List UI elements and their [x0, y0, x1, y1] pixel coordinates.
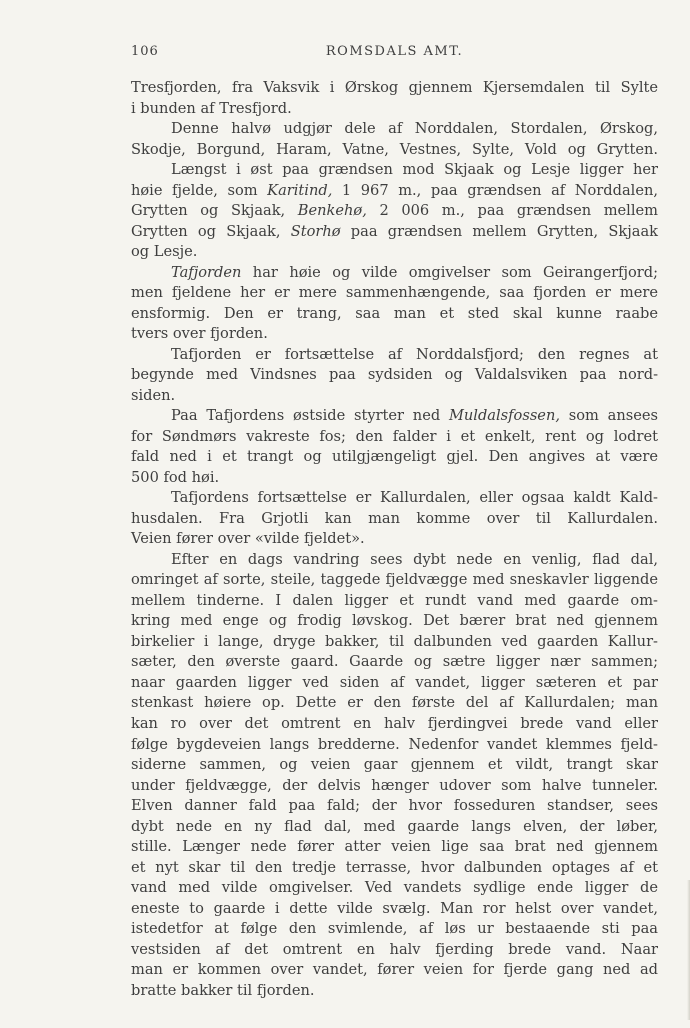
- text-segment: Grytten og Skjaak,: [131, 202, 298, 220]
- text-segment: tvers over fjorden.: [131, 325, 268, 343]
- text-line: [131, 447, 658, 468]
- text-segment: Veien fører over «vilde fjeldet».: [131, 530, 365, 548]
- text-line: [131, 735, 658, 756]
- text-segment: eneste to gaarde i dette vilde svælg. Man ror helst over vandet,: [131, 899, 658, 917]
- text-segment: sæter, den øverste gaard. Gaarde og sætre ligger nær sammen;: [131, 653, 658, 671]
- text-segment: under fjeldvægge, der delvis hænger udover som halve tunneler.: [131, 776, 658, 794]
- text-segment: stille. Længer nede fører atter veien lige saa brat ned gjennem: [131, 838, 658, 856]
- text-segment: et nyt skar til den tredje terrasse, hvor dalbunden optages af et: [131, 858, 658, 876]
- text-line: [131, 550, 658, 571]
- text-line: [131, 406, 658, 427]
- text-segment: Tafjorden er fortsættelse af Norddalsfjord; den regnes at: [171, 345, 658, 363]
- text-line: [131, 981, 658, 1002]
- text-line: [131, 529, 658, 550]
- text-segment: siderne sammen, og veien gaar gjennem et vildt, trangt skar: [131, 756, 658, 774]
- text-line: [131, 570, 658, 591]
- text-line: [131, 858, 658, 879]
- text-line: [131, 181, 658, 202]
- text-segment: ensformig. Den er trang, saa man et sted skal kunne raabe: [131, 304, 658, 322]
- text-segment: 1 967 m., paa grændsen af Norddalen,: [332, 181, 658, 199]
- text-segment: omringet af sorte, steile, taggede fjeldvægge med sneskavler liggende: [131, 571, 658, 589]
- text-segment: husdalen. Fra Grjotli kan man komme over til Kallurdalen.: [131, 509, 658, 527]
- text-segment: Tresfjorden, fra Vaksvik i Ørskog gjennem Kjersemdalen til Sylte: [131, 79, 658, 96]
- text-line: [131, 324, 658, 345]
- text-segment: istedetfor at følge den svimlende, af løs ur bestaaende sti paa: [131, 920, 658, 938]
- text-segment: har høie og vilde omgivelser som Geirangerfjord;: [241, 263, 658, 281]
- text-segment: Elven danner fald paa fald; der hvor fosseduren standser, sees: [131, 797, 658, 815]
- text-segment: man er kommen over vandet, fører veien for fjerde gang ned ad: [131, 961, 658, 979]
- text-segment: vestsiden af det omtrent en halv fjerding brede vand. Naar: [131, 940, 658, 958]
- text-line: [131, 796, 658, 817]
- text-segment: stenkast høiere op. Dette er den første del af Kallurdalen; man: [131, 694, 658, 712]
- text-line: [131, 201, 658, 222]
- text-line: [131, 776, 658, 797]
- text-segment: Efter en dags vandring sees dybt nede en venlig, flad dal,: [171, 550, 658, 568]
- text-segment: for Søndmørs vakreste fos; den falder i et enkelt, rent og lodret: [131, 427, 658, 445]
- text-segment: Grytten og Skjaak,: [131, 222, 291, 240]
- page-number: 106: [131, 44, 159, 59]
- text-line: [131, 755, 658, 776]
- text-line: [131, 714, 658, 735]
- text-segment: kan ro over det omtrent en halv fjerdingvei brede vand eller: [131, 714, 658, 732]
- body-text: [131, 78, 658, 1001]
- text-line: [131, 919, 658, 940]
- italic-place-name: Storhø: [290, 222, 341, 240]
- text-segment: i bunden af Tresfjord.: [131, 99, 292, 117]
- text-line: [131, 960, 658, 981]
- text-line: [131, 427, 658, 448]
- italic-place-name: Benkehø,: [297, 202, 367, 220]
- text-segment: kring med enge og frodig løvskog. Det bærer brat ned gjennem: [131, 612, 658, 630]
- text-line: [131, 940, 658, 961]
- text-segment: siden.: [131, 386, 176, 404]
- text-segment: høie fjelde, som: [131, 181, 268, 199]
- text-line: [131, 222, 658, 243]
- text-line: [131, 509, 658, 530]
- text-segment: Paa Tafjordens østside styrter ned: [171, 407, 449, 425]
- text-segment: mellem tinderne. I dalen ligger et rundt vand med gaarde om-: [131, 591, 658, 609]
- italic-place-name: Karitind,: [267, 181, 333, 199]
- text-segment: som ansees: [560, 407, 658, 425]
- text-segment: paa grændsen mellem Grytten, Skjaak: [340, 222, 658, 240]
- text-line: [131, 652, 658, 673]
- text-segment: Længst i øst paa grændsen mod Skjaak og Lesje ligger her: [171, 161, 658, 179]
- text-segment: Tafjordens fortsættelse er Kallurdalen, eller ogsaa kaldt Kald-: [171, 489, 658, 507]
- text-segment: bratte bakker til fjorden.: [131, 981, 315, 999]
- text-line: [131, 160, 658, 181]
- page-header: [131, 44, 658, 64]
- text-segment: naar gaarden ligger ved siden af vandet, ligger sæteren et par: [131, 673, 658, 691]
- text-line: [131, 693, 658, 714]
- text-segment: Denne halvø udgjør dele af Norddalen, Stordalen, Ørskog,: [171, 120, 658, 138]
- text-line: [131, 591, 658, 612]
- text-segment: dybt nede en ny flad dal, med gaarde langs elven, der løber,: [131, 817, 658, 835]
- text-line: [131, 632, 658, 653]
- text-line: [131, 386, 658, 407]
- text-line: [131, 468, 658, 489]
- italic-place-name: Muldalsfossen,: [448, 407, 560, 425]
- text-line: [131, 78, 658, 99]
- italic-place-name: Tafjorden: [171, 263, 242, 281]
- text-line: [131, 365, 658, 386]
- text-line: [131, 488, 658, 509]
- text-segment: vand med vilde omgivelser. Ved vandets sydlige ende ligger de: [131, 879, 658, 897]
- text-line: [131, 611, 658, 632]
- text-line: [131, 99, 658, 120]
- text-segment: og Lesje.: [131, 243, 198, 261]
- text-line: [131, 140, 658, 161]
- text-line: [131, 304, 658, 325]
- text-segment: 500 fod høi.: [131, 468, 220, 486]
- text-line: [131, 878, 658, 899]
- text-line: [131, 345, 658, 366]
- text-line: [131, 673, 658, 694]
- text-line: [131, 263, 658, 284]
- text-segment: men fjeldene her er mere sammenhængende, saa fjorden er mere: [131, 284, 658, 302]
- text-segment: Skodje, Borgund, Haram, Vatne, Vestnes, Sylte, Vold og Grytten.: [131, 140, 658, 158]
- text-segment: 2 006 m., paa grændsen mellem: [366, 202, 658, 220]
- text-segment: fald ned i et trangt og utilgjængeligt gjel. Den angives at være: [131, 448, 658, 466]
- text-line: [131, 119, 658, 140]
- text-segment: begynde med Vindsnes paa sydsiden og Valdalsviken paa nord-: [131, 366, 658, 384]
- running-title: ROMSDALS AMT.: [325, 44, 464, 59]
- text-line: [131, 242, 658, 263]
- text-line: [131, 283, 658, 304]
- text-line: [131, 899, 658, 920]
- text-line: [131, 817, 658, 838]
- text-segment: følge bygdeveien langs bredderne. Nedenfor vandet klemmes fjeld-: [131, 735, 658, 753]
- text-line: [131, 837, 658, 858]
- text-segment: birkelier i lange, dryge bakker, til dalbunden ved gaarden Kallur-: [131, 632, 658, 650]
